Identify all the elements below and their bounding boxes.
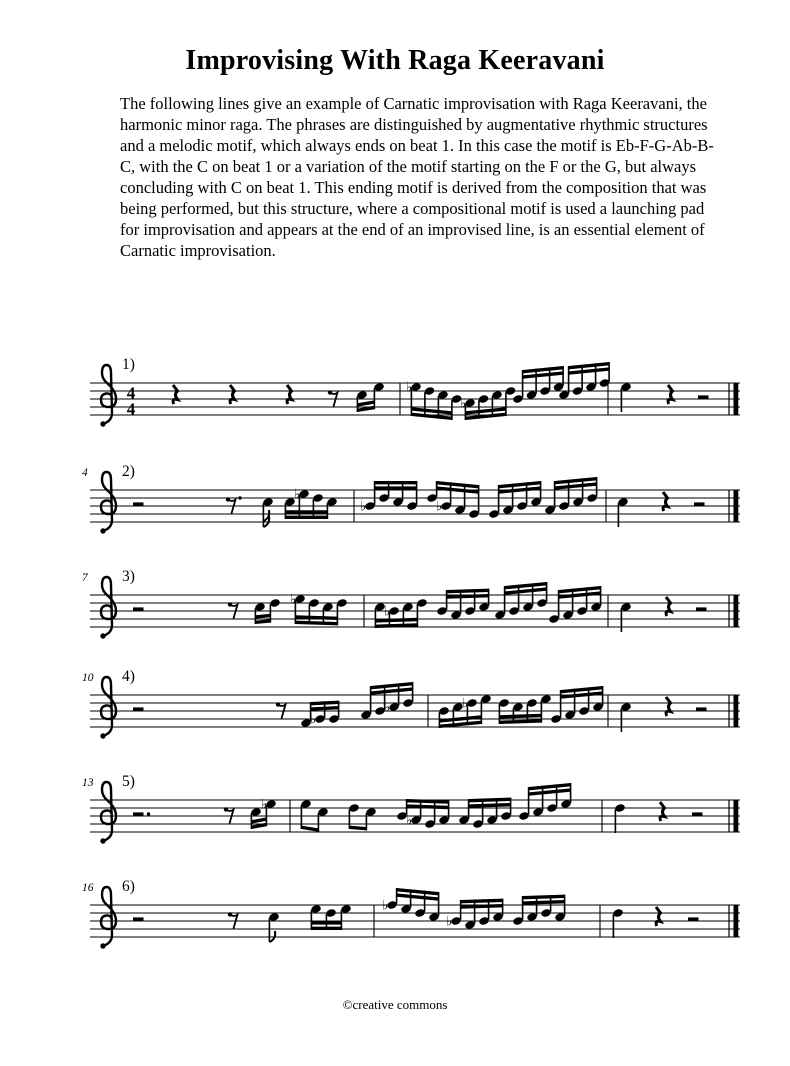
flat-accidental: ♭ (460, 395, 467, 412)
flat-accidental: ♭ (261, 796, 268, 813)
measure-number: 13 (82, 777, 94, 789)
measure-number: 4 (82, 467, 88, 479)
quarter-rest (660, 802, 665, 821)
half-rest (133, 502, 144, 506)
quarter-rest (668, 385, 673, 404)
note (620, 382, 632, 412)
quarter-rest (287, 385, 292, 404)
half-rest (133, 917, 144, 921)
intro-paragraph: The following lines give an example of Carnatic improvisation with Raga Keeravani, the harmonic minor raga. The phrases are distinguished by augmentative rhythmic structures and a melodic motif, which always ends on beat 1. In this case the motif is Eb-F-G-Ab-B-C, with the C on beat 1 or a variation of the motif starting on the F or the G, but always concluding with C on beat 1. This ending motif is derived from the composition that was being performed, but this structure, where a compositional motif is used a launching pad for improvisation and appears at the end of an improvised line, is an essential element of Carnatic improvisation. (120, 94, 714, 260)
measure-number: 16 (82, 882, 94, 894)
beamed-group (494, 582, 548, 620)
phrase-label: 4) (122, 668, 135, 685)
beamed-group (310, 904, 352, 930)
note (620, 702, 632, 732)
beamed-group (446, 899, 504, 930)
beamed-group (544, 477, 598, 515)
beamed-group (406, 380, 462, 420)
beamed-group (498, 694, 552, 724)
quarter-rest (666, 597, 671, 616)
staff-system-1 (78, 347, 778, 447)
treble-clef-icon (100, 782, 116, 844)
beamed-group (300, 799, 329, 832)
note (617, 497, 629, 527)
beamed-group (300, 701, 340, 728)
beamed-group (518, 783, 572, 821)
staff-system-4 (78, 659, 778, 759)
note (262, 497, 274, 527)
measure-number: 10 (82, 672, 94, 684)
note (612, 908, 624, 938)
treble-clef-icon (100, 365, 116, 427)
flat-accidental: ♭ (294, 486, 301, 503)
beamed-group (550, 686, 604, 724)
phrase-label: 5) (122, 773, 135, 790)
treble-clef-icon (100, 887, 116, 949)
half-rest (696, 607, 707, 611)
flat-accidental: ♭ (310, 711, 317, 728)
copyright-footer: ©creative commons (342, 997, 448, 1012)
staff-system-6 (78, 869, 778, 969)
half-rest (694, 502, 705, 506)
eighth-rest (228, 602, 238, 618)
phrase-label: 6) (122, 878, 135, 895)
flat-accidental: ♭ (462, 695, 469, 712)
time-signature-bottom: 4 (126, 399, 136, 419)
flat-accidental: ♭ (446, 913, 453, 930)
flat-accidental: ♭ (384, 699, 391, 716)
staff-svg-2 (78, 454, 778, 554)
staff-svg-1 (78, 347, 778, 447)
beamed-group (512, 366, 564, 404)
note (620, 602, 632, 632)
note (614, 803, 626, 833)
beamed-group (436, 589, 490, 620)
flat-accidental: ♭ (360, 498, 367, 515)
staff-system-2 (78, 454, 778, 554)
score (0, 44, 790, 1066)
beamed-group (426, 481, 480, 519)
quarter-rest (666, 697, 671, 716)
half-rest (133, 812, 150, 816)
staff-svg-5 (78, 764, 778, 864)
staff-svg-6 (78, 869, 778, 969)
quarter-rest (656, 907, 661, 926)
quarter-rest (230, 385, 235, 404)
treble-clef-icon (100, 472, 116, 534)
eighth-rest (228, 912, 238, 928)
half-rest (698, 395, 709, 399)
half-rest (688, 917, 699, 921)
treble-clef-icon (100, 677, 116, 739)
beamed-group (488, 481, 542, 519)
half-rest (696, 707, 707, 711)
flat-accidental: ♭ (290, 591, 297, 608)
beamed-group (548, 586, 602, 624)
phrase-label: 2) (122, 463, 135, 480)
flat-accidental: ♭ (406, 812, 413, 829)
half-rest (133, 707, 144, 711)
quarter-rest (663, 492, 668, 511)
treble-clef-icon (100, 577, 116, 639)
beamed-group (558, 362, 610, 400)
beamed-group (290, 592, 348, 626)
staff-svg-3 (78, 559, 778, 659)
phrase-label: 1) (122, 356, 135, 373)
half-rest (133, 607, 144, 611)
staff-svg-4 (78, 659, 778, 759)
page-title: Improvising With Raga Keeravani (185, 45, 605, 76)
quarter-rest (173, 385, 178, 404)
beamed-group (348, 803, 377, 830)
phrase-label: 3) (122, 568, 135, 585)
beamed-group (356, 382, 385, 412)
beamed-group (360, 682, 414, 720)
flat-accidental: ♭ (436, 498, 443, 515)
flat-accidental: ♭ (384, 603, 391, 620)
flat-accidental: ♭ (406, 379, 413, 396)
eighth-rest (226, 496, 242, 513)
eighth-rest (276, 702, 286, 718)
eighth-rest (224, 807, 234, 823)
eighth-rest (328, 390, 338, 406)
measure-number: 7 (82, 572, 88, 584)
staff-system-3 (78, 559, 778, 659)
half-rest (692, 812, 703, 816)
note (268, 912, 280, 942)
time-signature-top: 4 (126, 383, 136, 403)
staff-system-5 (78, 764, 778, 864)
flat-accidental: ♭ (382, 897, 389, 914)
